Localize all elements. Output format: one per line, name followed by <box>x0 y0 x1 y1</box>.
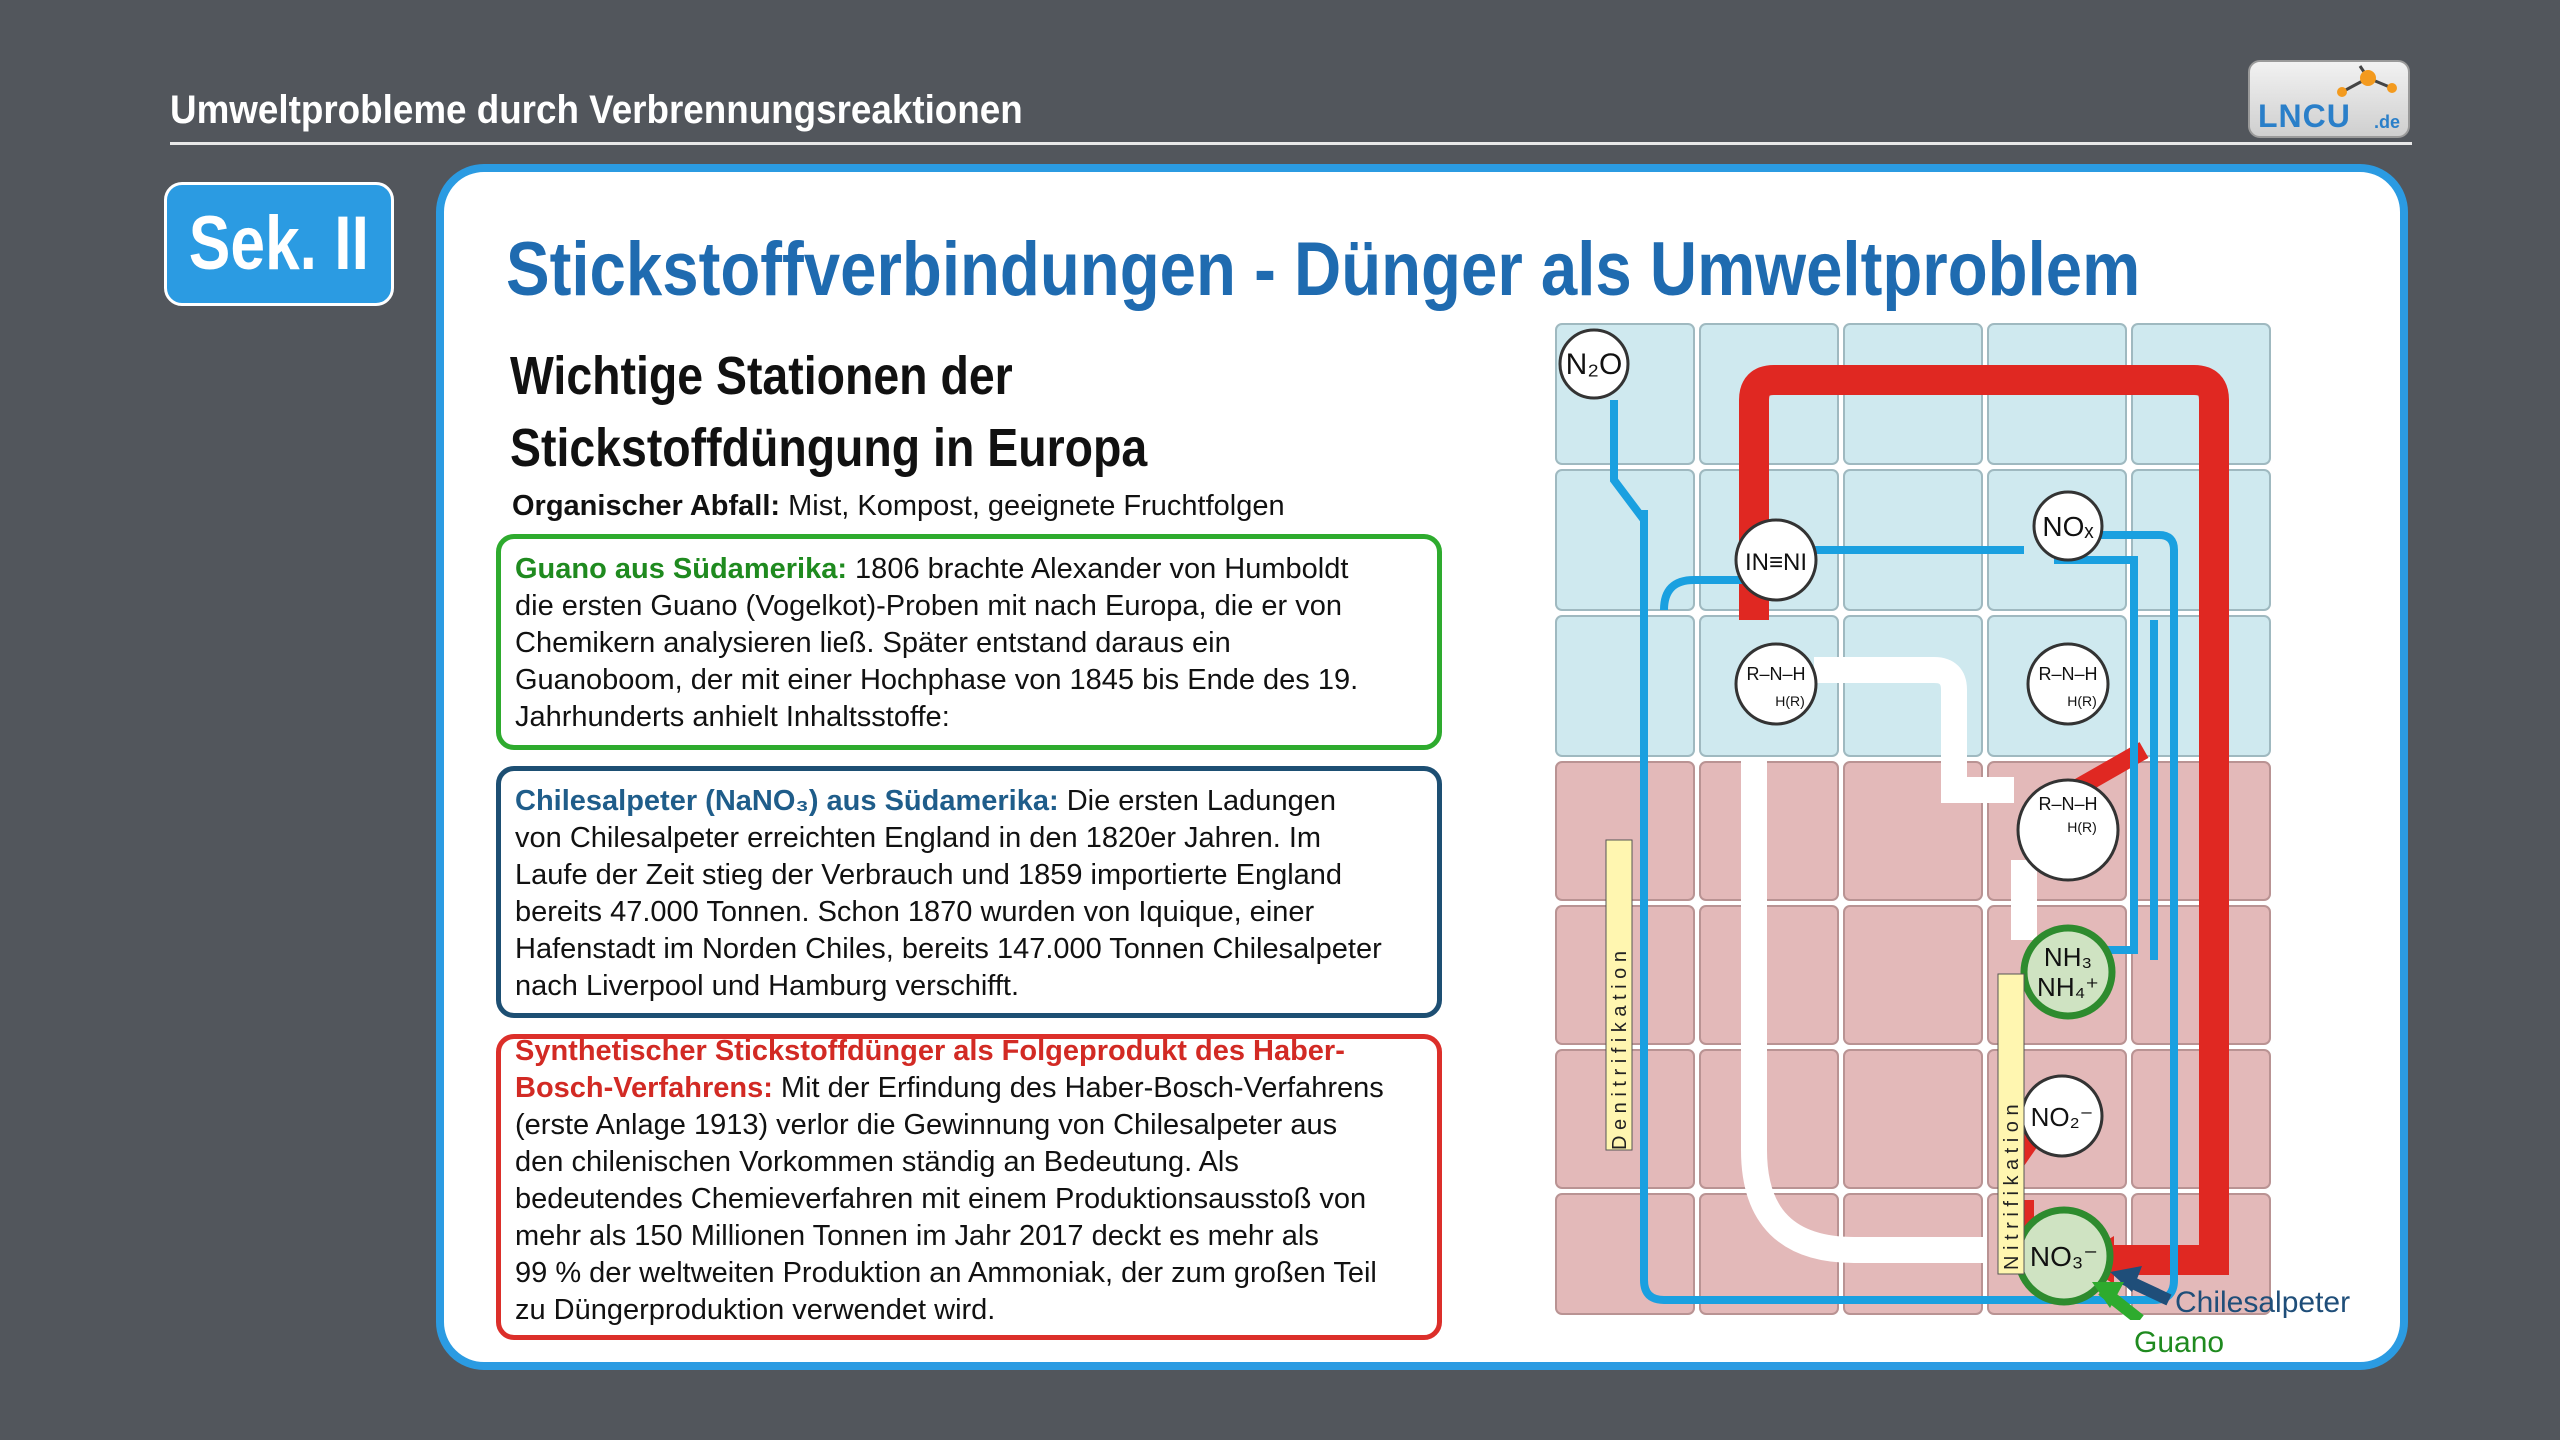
n2-node <box>1736 520 1816 600</box>
nitrification-label <box>1998 974 2024 1274</box>
urea-node <box>2018 780 2118 880</box>
nox-node <box>2034 492 2102 560</box>
svg-text:R–N–H: R–N–H <box>1746 664 1806 684</box>
molecule-icon <box>2250 62 2408 102</box>
organic-waste-line: Organischer Abfall: Mist, Kompost, geeignete Fruchtfolgen <box>512 490 1285 522</box>
header-title: Umweltprobleme durch Verbrennungsreaktionen <box>170 88 1023 132</box>
chilesalpeter-box: Chilesalpeter (NaNO₃) aus Südamerika: Die ersten Ladungen von Chilesalpeter erreichten England in den 1820er Jahren. Im Laufe der Zeit stieg der Verbrauch und 1859 importierte England bereits 47.000 Tonnen. Schon 1870 wurden von Iquique, einer Hafenstadt im Norden Chiles, bereits 147.000 Tonnen Chilesalpeter nach Liverpool und Hamburg verschifft. <box>496 766 1442 1018</box>
guano-heading: Guano aus Südamerika: <box>515 553 847 585</box>
svg-text:R–N–H: R–N–H <box>2038 794 2098 814</box>
plant-organic-n-node <box>1736 644 1816 724</box>
denitrification-label <box>1606 840 1632 1150</box>
svg-text:R–N–H: R–N–H <box>2038 664 2098 684</box>
logo-text: LNCU <box>2258 98 2351 134</box>
svg-text:H(R): H(R) <box>2067 693 2097 709</box>
lncu-logo[interactable] <box>2248 60 2410 138</box>
header-divider <box>170 142 2412 145</box>
logo-suffix: .de <box>2373 112 2400 132</box>
svg-text:H(R): H(R) <box>2067 819 2097 835</box>
haber-bosch-box: Synthetischer Stickstoffdünger als Folgeprodukt des Haber- Bosch-Verfahrens: Mit der Erfindung des Haber-Bosch-Verfahrens (erste Anlage 1913) verlor die Gewinnung von Chilesalpeter aus den chilenischen Vorkommen ständig an Bedeutung. Als bedeutendes Chemieverfahren mit einem Produktionsausstoß von mehr als 150 Millionen Tonnen im Jahr 2017 deckt es mehr als 99 % der weltweiten Produktion an Ammoniak, der zum großen Teil zu Düngerproduktion verwendet wird. <box>496 1034 1442 1340</box>
svg-text:NO₃⁻: NO₃⁻ <box>2029 1241 2099 1272</box>
svg-text:N i t r i f i k a t i o n: N i t r i f i k a t i o n <box>2001 1104 2023 1270</box>
chilesalpeter-label: Chilesalpeter <box>2175 1286 2351 1319</box>
diagram-grid <box>1556 324 2270 1314</box>
n2o-node <box>1560 330 1628 398</box>
svg-text:NH₃: NH₃ <box>2043 942 2093 972</box>
svg-text:NOₓ: NOₓ <box>2042 511 2094 542</box>
chile-heading: Chilesalpeter (NaNO₃) aus Südamerika: <box>515 785 1059 817</box>
svg-text:NH₄⁺: NH₄⁺ <box>2037 972 2099 1002</box>
nitrogen-cycle-diagram <box>1554 320 2274 1320</box>
nitrate-node <box>2018 1210 2110 1302</box>
guano-label: Guano <box>2134 1326 2225 1359</box>
svg-text:H(R): H(R) <box>1775 693 1805 709</box>
svg-text:N₂O: N₂O <box>1565 348 1623 381</box>
svg-text:D e n i t r i f i k a t i o n: D e n i t r i f i k a t i o n <box>1609 951 1631 1150</box>
nitrite-node <box>2022 1076 2102 1156</box>
section-subtitle: Wichtige Stationen der Stickstoffdüngung in Europa <box>510 346 1148 478</box>
animal-organic-n-node <box>2028 644 2108 724</box>
level-badge: Sek. II <box>164 182 394 306</box>
ammonium-node <box>2024 928 2112 1016</box>
page-title: Stickstoffverbindungen - Dünger als Umweltproblem <box>506 227 2141 312</box>
svg-text:IN≡NI: IN≡NI <box>1744 549 1808 576</box>
guano-box: Guano aus Südamerika: 1806 brachte Alexander von Humboldt die ersten Guano (Vogelkot)-Proben mit nach Europa, die er von Chemikern analysieren ließ. Später entstand daraus ein Guanoboom, der mit einer Hochphase von 1845 bis Ende des 19. Jahrhunderts anhielt Inhaltsstoffe: <box>496 534 1442 750</box>
haber-heading: Synthetischer Stickstoffdünger als Folgeprodukt des Haber- <box>515 1035 1345 1067</box>
svg-text:NO₂⁻: NO₂⁻ <box>2030 1102 2094 1132</box>
